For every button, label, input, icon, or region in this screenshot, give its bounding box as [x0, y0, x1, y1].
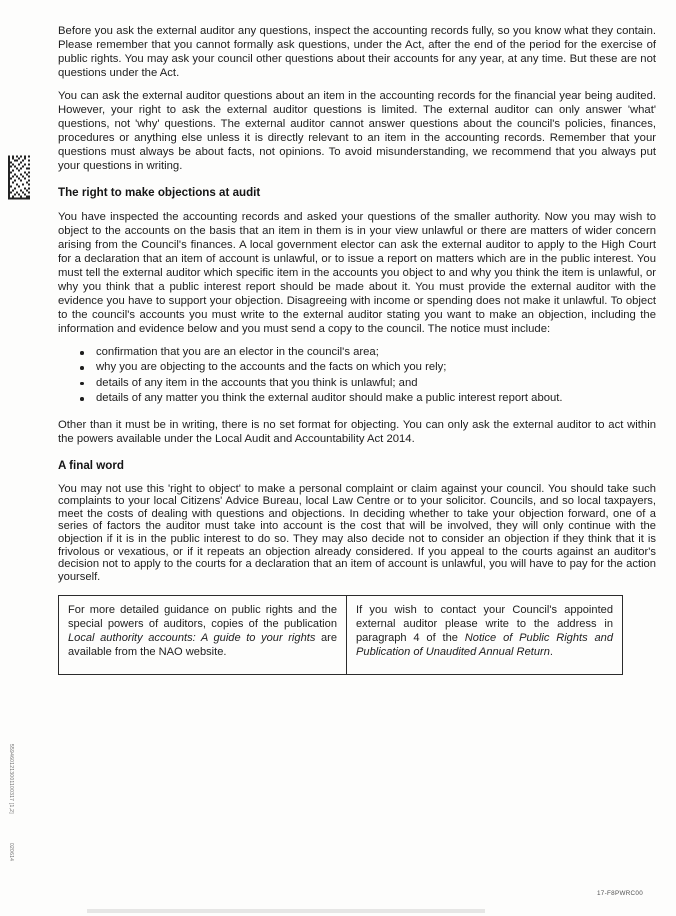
nao-guidance-box	[59, 596, 347, 673]
list-item: details of any item in the accounts that you think is unlawful; and	[96, 376, 656, 391]
paragraph-final-word: You may not use this 'right to object' to make a personal complaint or claim against your council. You should take such complaints to your local Citizens' Advice Bureau, local Law Centre or to your solicitor. Councils, and so local taxpayers, meet the costs of dealing with questions and objections. In deciding whether to take your objection forward, one of a series of factors the auditor must take into account is the cost that will be involved, they will only continue with the objection if it is in the public interest to do so. They may also decide not to consider an objection if they think that it is frivolous or vexatious, or if it repeats an objection already considered. If you appeal to the courts against an auditor's decision not to apply to the courts for a declaration that an item of account is unlawful, you will have to pay for the action yourself.	[58, 482, 656, 583]
paragraph-question-limits: You can ask the external auditor questions about an item in the accounting records for the financial year being audited. However, your right to ask the external auditor questions is limited. The external auditor can only answer 'what' questions, not 'why' questions. The external auditor cannot answer questions about the council's policies, finances, procedures or anything else unless it is directly relevant to an item in the accounting records. Remember that your questions must always be about facts, not opinions. To avoid misunderstanding, we recommend that you always put your questions in writing.	[58, 90, 656, 172]
heading-right-to-object: The right to make objections at audit	[58, 186, 261, 199]
print-control-code: 5594601213001100317 [1,2]	[8, 744, 14, 814]
publication-title: Local authority accounts: A guide to your rights	[68, 631, 316, 644]
contact-auditor-text-end: .	[549, 645, 553, 658]
list-item: confirmation that you are an elector in the council's area;	[96, 345, 656, 360]
nao-guidance-text: For more detailed guidance on public rights and the special powers of auditors, copies of the publication	[68, 604, 337, 631]
list-item: details of any matter you think the external auditor should make a public interest report about.	[96, 391, 656, 406]
nao-guidance-text-end: are available from the NAO website.	[68, 631, 337, 658]
contact-auditor-box	[347, 596, 622, 673]
guidance-boxes	[58, 595, 623, 674]
contact-auditor-text: If you wish to contact your Council's appointed external auditor please write to the address in paragraph 4 of the	[356, 604, 613, 644]
notice-title: Notice of Public Rights and Publication of Unaudited Annual Return	[356, 631, 614, 658]
paragraph-objection-process: You have inspected the accounting records and asked your questions of the smaller authority. Now you may wish to object to the accounts on the basis that an item in them is in your view unlawful or there are matters of wider concern arising from the Council's finances. A local government elector can ask the external auditor to apply to the High Court for a declaration that an item of account is unlawful, or to issue a report on matters which are in the public interest. You must tell the external auditor which specific item in the accounts you object to and why you think the item is unlawful, or why you think that a public interest report should be made about it. You must provide the external auditor with the evidence you have to support your objection. Disagreeing with income or spending does not make it unlawful. To object to the council's accounts you must write to the external auditor stating you want to make an objection, including the information and evidence below and you must send a copy to the council. The notice must include:	[58, 211, 656, 335]
document-body	[58, 24, 656, 675]
list-item: why you are objecting to the accounts and the facts on which you rely;	[96, 360, 656, 375]
print-batch-code: 020614	[8, 843, 14, 862]
form-reference-code: 17-F8PWRC00	[597, 890, 643, 897]
scan-artifact	[87, 909, 485, 913]
paragraph-no-set-format: Other than it must be in writing, there is no set format for objecting. You can only ask the external auditor to act within the powers available under the Local Audit and Accountability Act 2014.	[58, 418, 656, 445]
heading-final-word: A final word	[58, 458, 124, 472]
datamatrix-barcode-icon	[8, 155, 30, 200]
paragraph-ask-before: Before you ask the external auditor any questions, inspect the accounting records fully, so you know what they contain. Please remember that you cannot formally ask questions, under the Act, after the end of the period for the exercise of public rights. You may ask your council other questions about their accounts for any year, at any time. But these are not questions under the Act.	[58, 25, 656, 79]
objection-notice-list	[58, 345, 656, 407]
